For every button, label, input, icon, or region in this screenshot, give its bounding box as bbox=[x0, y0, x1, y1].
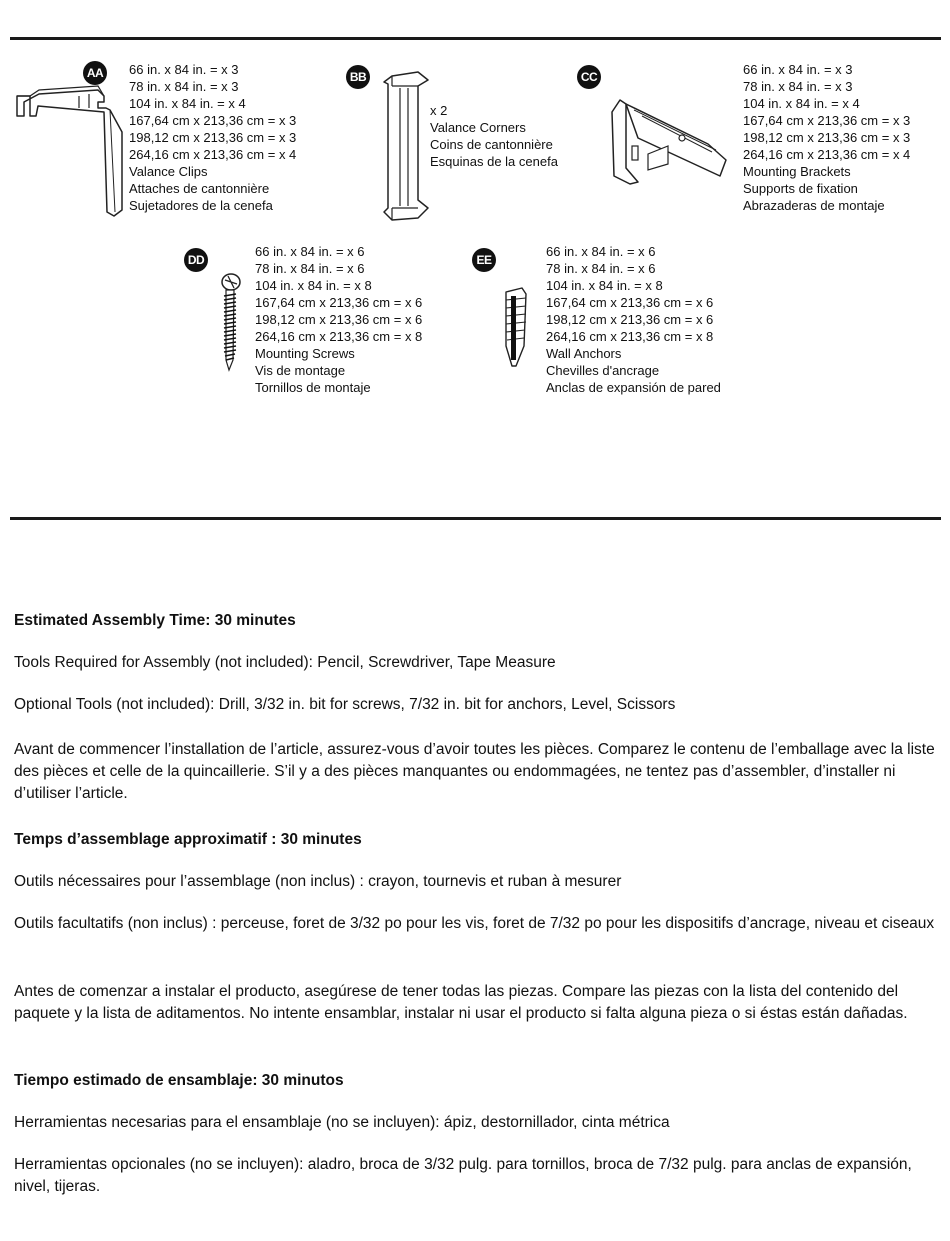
bb-line: Coins de cantonnière bbox=[430, 137, 553, 152]
cc-line: Mounting Brackets bbox=[743, 164, 851, 179]
bottom-divider bbox=[10, 517, 941, 520]
bb-line: Esquinas de la cenefa bbox=[430, 154, 558, 169]
tools-required-es: Herramientas necesarias para el ensamblaje (no se incluyen): ápiz, destornillador, cinta métrica bbox=[14, 1114, 670, 1131]
badge-aa: AA bbox=[83, 61, 107, 85]
optional-tools-en: Optional Tools (not included): Drill, 3/32 in. bit for screws, 7/32 in. bit for anchors, Level, Scissors bbox=[14, 696, 676, 713]
aa-line: 104 in. x 84 in. = x 4 bbox=[129, 96, 246, 111]
part-bb-text bbox=[430, 102, 558, 170]
dd-line: 167,64 cm x 213,36 cm = x 6 bbox=[255, 295, 423, 310]
valance-corner-icon bbox=[378, 70, 430, 222]
badge-bb: BB bbox=[346, 65, 370, 89]
part-ee-text bbox=[546, 243, 721, 396]
badge-ee: EE bbox=[472, 248, 496, 272]
bb-line: Valance Corners bbox=[430, 120, 526, 135]
cc-line: 264,16 cm x 213,36 cm = x 4 bbox=[743, 147, 911, 162]
dd-line: Mounting Screws bbox=[255, 346, 355, 361]
dd-line: 78 in. x 84 in. = x 6 bbox=[255, 261, 365, 276]
ee-line: Chevilles d'ancrage bbox=[546, 363, 660, 378]
optional-tools-es: Herramientas opcionales (no se incluyen): aladro, broca de 3/32 pulg. para tornillos, broca de 7/32 pulg. para anclas de expansión, nivel, tijeras. bbox=[14, 1156, 912, 1195]
badge-dd: DD bbox=[184, 248, 208, 272]
part-cc-text bbox=[743, 61, 910, 214]
bb-line: x 2 bbox=[430, 103, 448, 118]
aa-line: Valance Clips bbox=[129, 164, 208, 179]
aa-line: 264,16 cm x 213,36 cm = x 4 bbox=[129, 147, 297, 162]
mounting-bracket-icon bbox=[608, 98, 730, 186]
tools-required-en: Tools Required for Assembly (not included): Pencil, Screwdriver, Tape Measure bbox=[14, 654, 556, 671]
optional-tools-fr: Outils facultatifs (non inclus) : perceuse, foret de 3/32 po pour les vis, foret de 7/32 po pour les dispositifs d’ancrage, niveau et ciseaux bbox=[14, 915, 935, 932]
wall-anchor-icon bbox=[500, 286, 530, 368]
aa-line: 66 in. x 84 in. = x 3 bbox=[129, 62, 239, 77]
intro-fr: Avant de commencer l’installation de l’article, assurez-vous d’avoir toutes les pièces. Comparez le contenu de l’emballage avec la liste des pièces et celle de la quincaillerie. S’il y a des pièces manquantes ou endommagées, ne tentez pas d’assembler, d’installer ni d’utiliser l’article. bbox=[14, 741, 935, 802]
cc-line: Supports de fixation bbox=[743, 181, 858, 196]
ee-line: Wall Anchors bbox=[546, 346, 622, 361]
dd-line: 264,16 cm x 213,36 cm = x 8 bbox=[255, 329, 423, 344]
valance-clip-icon bbox=[14, 82, 124, 218]
part-aa-text bbox=[129, 61, 296, 214]
ee-line: 66 in. x 84 in. = x 6 bbox=[546, 244, 656, 259]
aa-line: 167,64 cm x 213,36 cm = x 3 bbox=[129, 113, 297, 128]
cc-line: 66 in. x 84 in. = x 3 bbox=[743, 62, 853, 77]
dd-line: 198,12 cm x 213,36 cm = x 6 bbox=[255, 312, 423, 327]
top-divider bbox=[10, 37, 941, 40]
ee-line: 264,16 cm x 213,36 cm = x 8 bbox=[546, 329, 714, 344]
badge-cc: CC bbox=[577, 65, 601, 89]
assembly-time-fr: Temps d’assemblage approximatif : 30 minutes bbox=[14, 831, 362, 848]
dd-line: 66 in. x 84 in. = x 6 bbox=[255, 244, 365, 259]
aa-line: Sujetadores de la cenefa bbox=[129, 198, 273, 213]
aa-line: 198,12 cm x 213,36 cm = x 3 bbox=[129, 130, 297, 145]
cc-line: 104 in. x 84 in. = x 4 bbox=[743, 96, 860, 111]
ee-line: 198,12 cm x 213,36 cm = x 6 bbox=[546, 312, 714, 327]
assembly-time-es: Tiempo estimado de ensamblaje: 30 minutos bbox=[14, 1072, 344, 1089]
ee-line: Anclas de expansión de pared bbox=[546, 380, 721, 395]
aa-line: 78 in. x 84 in. = x 3 bbox=[129, 79, 239, 94]
intro-es: Antes de comenzar a instalar el producto, asegúrese de tener todas las piezas. Compare las piezas con la lista del contenido del paquete y la lista de aditamentos. No intente ensamblar, instalar ni usar el producto si falta alguna pieza o si éstas están dañadas. bbox=[14, 983, 908, 1022]
dd-line: Vis de montage bbox=[255, 363, 346, 378]
dd-line: 104 in. x 84 in. = x 8 bbox=[255, 278, 372, 293]
dd-line: Tornillos de montaje bbox=[255, 380, 371, 395]
part-dd-text bbox=[255, 243, 422, 396]
cc-line: Abrazaderas de montaje bbox=[743, 198, 885, 213]
tools-required-fr: Outils nécessaires pour l’assemblage (non inclus) : crayon, tournevis et ruban à mesurer bbox=[14, 873, 622, 890]
mounting-screw-icon bbox=[216, 272, 242, 372]
cc-line: 78 in. x 84 in. = x 3 bbox=[743, 79, 853, 94]
ee-line: 167,64 cm x 213,36 cm = x 6 bbox=[546, 295, 714, 310]
aa-line: Attaches de cantonnière bbox=[129, 181, 270, 196]
cc-line: 167,64 cm x 213,36 cm = x 3 bbox=[743, 113, 911, 128]
assembly-time-en: Estimated Assembly Time: 30 minutes bbox=[14, 612, 296, 629]
ee-line: 78 in. x 84 in. = x 6 bbox=[546, 261, 656, 276]
cc-line: 198,12 cm x 213,36 cm = x 3 bbox=[743, 130, 911, 145]
ee-line: 104 in. x 84 in. = x 8 bbox=[546, 278, 663, 293]
